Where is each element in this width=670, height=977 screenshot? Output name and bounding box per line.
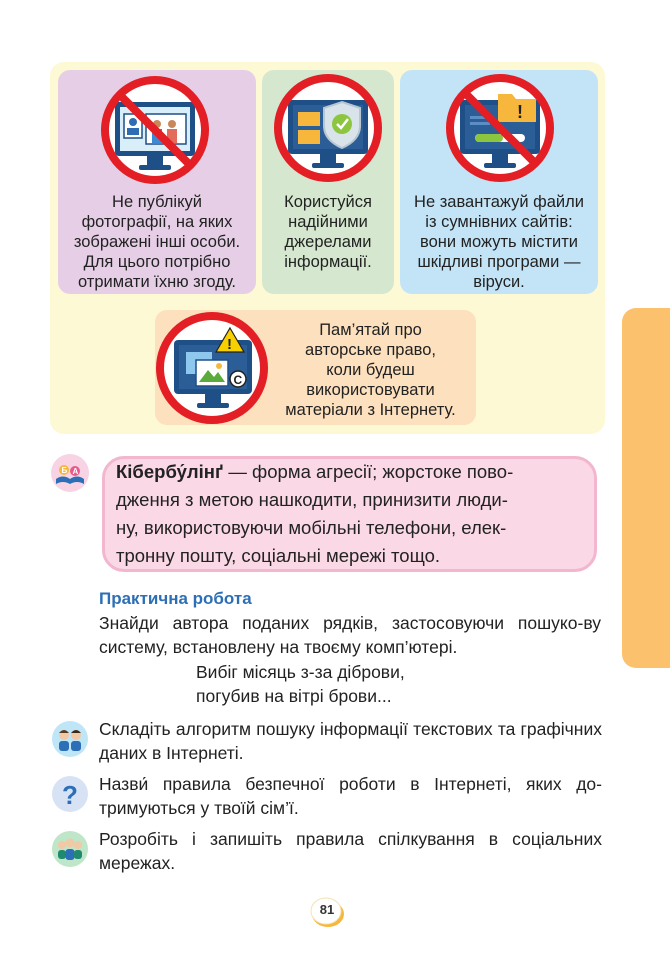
side-tab [622, 308, 670, 668]
pair-work-icon [51, 720, 89, 758]
question-icon [51, 775, 89, 813]
svg-text:!: ! [227, 336, 232, 353]
definition-term: Кібербу́лінґ [116, 461, 224, 482]
card-reliable-sources-text: Користуйся надійними джерелами інформації. [284, 193, 372, 271]
dictionary-book-icon [50, 453, 90, 493]
svg-text:?: ? [62, 780, 78, 810]
poem-line-1: Вибіг місяць з-за діброви, [196, 662, 405, 682]
page-number: 81 [309, 895, 345, 927]
card-no-downloads-text: Не завантажуй файли із сумнівних сайтів: вони можуть містити шкідливі програми — віруси. [414, 193, 584, 291]
cyberbullying-definition: Кібербу́лінґ — форма агресії; жорстоке пово- дження з метою нашкодити, принизити люди- ну, використовуючи мобільні телефони, елек- тронну пошту, соціальні мережі тощо. [116, 461, 514, 566]
task-3: Розробіть і запишіть правила спілкування в соціальних мережах. [99, 829, 602, 873]
poem-line-2: погубив на вітрі брови... [196, 686, 392, 706]
group-work-icon [51, 830, 89, 868]
svg-text:A: A [72, 467, 79, 476]
svg-text:C: C [233, 373, 243, 387]
task-2: Назви́ правила безпечної роботи в Інтернеті, яких до-тримуються у твоїй сім’ї. [99, 774, 602, 818]
secure-sources-icon [268, 72, 388, 184]
svg-text:Б: Б [61, 466, 68, 475]
card-copyright-text: Пам’ятай про авторське право, коли будеш використовувати матеріали з Інтернету. [285, 321, 456, 419]
practical-work-title: Практична робота [99, 589, 252, 608]
copyright-warning-icon [152, 308, 272, 428]
card-no-photos-text: Не публікуй фотографії, на яких зображені інші особи. Для цього потрібно отримати їхню згоду. [73, 193, 241, 291]
svg-text:!: ! [517, 102, 523, 122]
task-1: Складіть алгоритм пошуку інформації текстових та графічних даних в Інтернеті. [99, 719, 602, 763]
practical-work-text: Знайди автора поданих рядків, застосовуючи пошуко-ву систему, встановлену на твоєму комп’ютері. [99, 613, 601, 657]
no-photos-icon [95, 74, 215, 186]
no-downloads-icon [440, 72, 560, 184]
